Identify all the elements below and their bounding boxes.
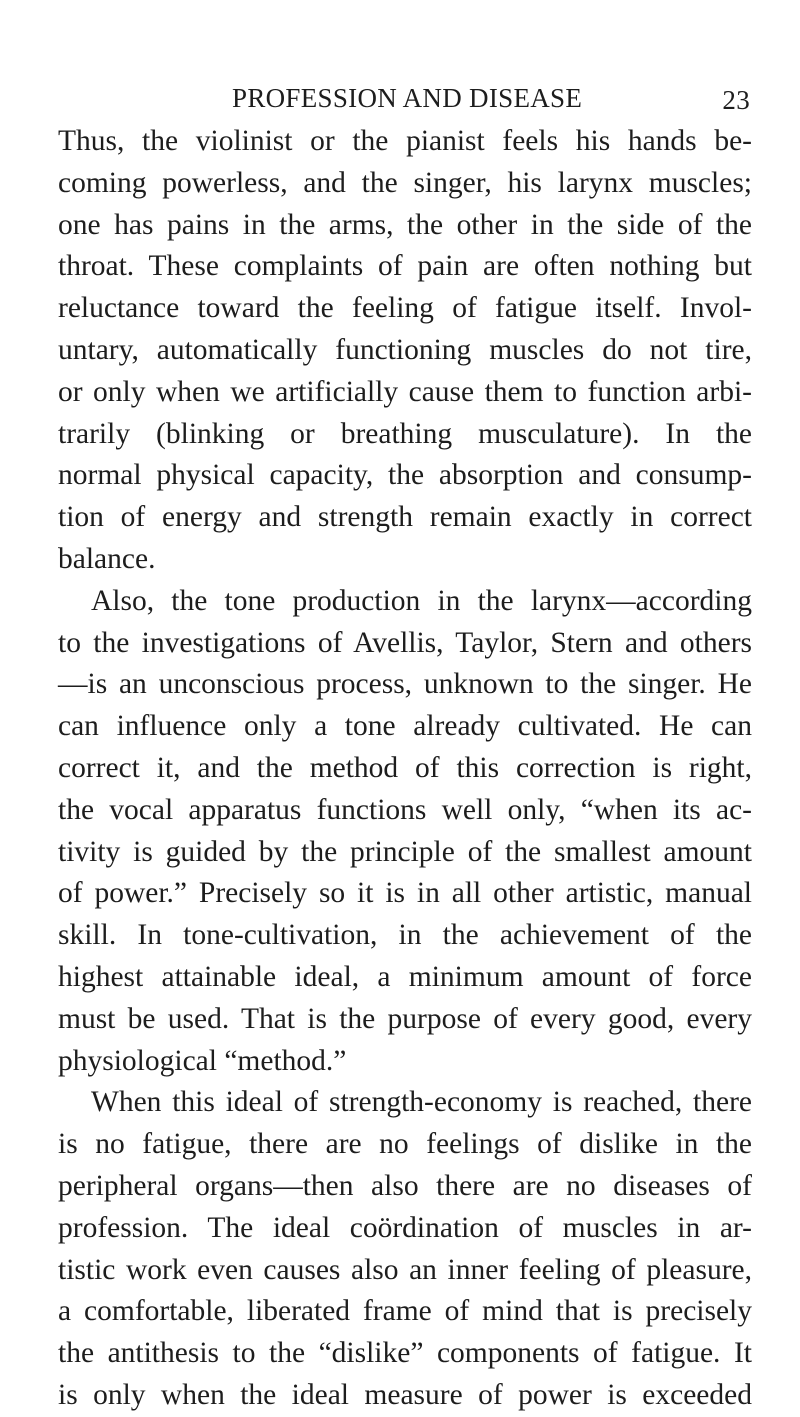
paragraph-start-line: Also, the tone production in the larynx—according <box>91 584 752 617</box>
text-line: normal physical capacity, the absorption and consump- <box>58 459 752 492</box>
running-title: PROFESSION AND DISEASE <box>232 83 583 113</box>
text-line: is only when the ideal measure of power is exceeded <box>58 1378 752 1411</box>
text-line: throat. These complaints of pain are often nothing but <box>58 250 752 283</box>
text-line: profession. The ideal coördination of muscles in ar- <box>58 1211 752 1244</box>
body-text <box>58 121 752 1417</box>
text-line: tion of energy and strength remain exactly in correct <box>58 501 752 534</box>
running-head <box>90 78 750 118</box>
text-line: tistic work even causes also an inner feeling of pleasure, <box>58 1253 752 1286</box>
text-line: tivity is guided by the principle of the smallest amount <box>58 835 752 868</box>
page-number: 23 <box>722 85 750 115</box>
text-line: trarily (blinking or breathing musculature). In the <box>58 417 752 450</box>
text-line: the antithesis to the “dislike” components of fatigue. It <box>58 1337 752 1370</box>
text-line: untary, automatically functioning muscles do not tire, <box>58 333 752 366</box>
text-line: to the investigations of Avellis, Taylor, Stern and others <box>58 626 752 659</box>
text-line: peripheral organs—then also there are no diseases of <box>58 1169 752 1202</box>
text-line: correct it, and the method of this correction is right, <box>58 751 752 784</box>
paragraph-start-line: When this ideal of strength-economy is reached, there <box>91 1086 752 1119</box>
text-line: a comfortable, liberated frame of mind that is precisely <box>58 1295 752 1328</box>
text-line: of power.” Precisely so it is in all other artistic, manual <box>58 877 752 910</box>
text-line: coming powerless, and the singer, his larynx muscles; <box>58 166 752 199</box>
text-line: can influence only a tone already cultivated. He can <box>58 710 752 743</box>
text-line: the vocal apparatus functions well only, “when its ac- <box>58 793 752 826</box>
text-line: must be used. That is the purpose of every good, every <box>58 1002 752 1035</box>
text-line: highest attainable ideal, a minimum amount of force <box>58 960 752 993</box>
text-line: —is an unconscious process, unknown to the singer. He <box>58 668 752 701</box>
text-line: one has pains in the arms, the other in the side of the <box>58 208 752 241</box>
text-line: reluctance toward the feeling of fatigue itself. Invol- <box>58 292 752 325</box>
text-line: is no fatigue, there are no feelings of dislike in the <box>58 1128 752 1161</box>
paragraph-end-line: physiological “method.” <box>58 1044 347 1077</box>
text-line: skill. In tone-cultivation, in the achievement of the <box>58 919 752 952</box>
text-line: Thus, the violinist or the pianist feels his hands be- <box>58 125 752 157</box>
text-line: or only when we artificially cause them to function arbi- <box>58 375 752 408</box>
paragraph-end-line: balance. <box>58 542 156 575</box>
